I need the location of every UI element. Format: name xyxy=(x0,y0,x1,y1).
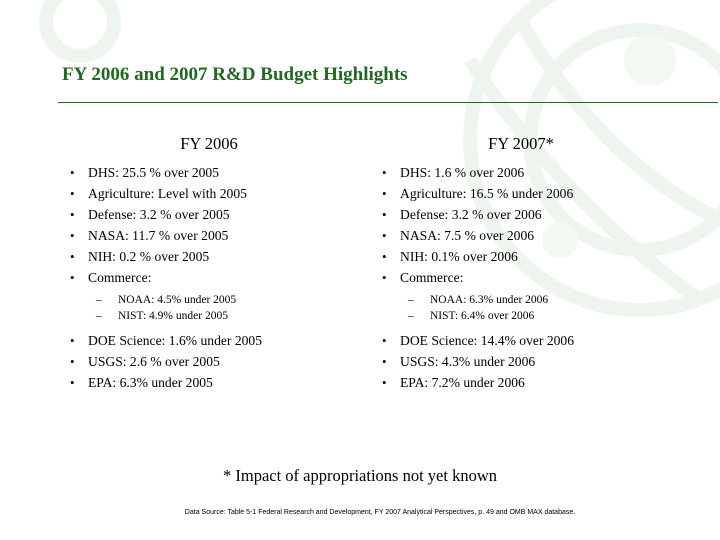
list-item: • Commerce: xyxy=(380,267,680,288)
fy2007-column xyxy=(380,134,680,393)
list-item: • Agriculture: Level with 2005 xyxy=(68,183,368,204)
sub-list-item: – NIST: 6.4% over 2006 xyxy=(380,308,680,324)
fy2007-commerce-sublist xyxy=(380,292,680,324)
list-item: • DHS: 1.6 % over 2006 xyxy=(380,162,680,183)
list-item: • USGS: 2.6 % over 2005 xyxy=(68,351,368,372)
list-item: • DOE Science: 14.4% over 2006 xyxy=(380,330,680,351)
list-item: • NIH: 0.1% over 2006 xyxy=(380,246,680,267)
list-item: • USGS: 4.3% under 2006 xyxy=(380,351,680,372)
fy2006-list-continued xyxy=(68,330,368,393)
fy2007-heading: FY 2007* xyxy=(488,134,554,153)
list-item: • Defense: 3.2 % over 2005 xyxy=(68,204,368,225)
list-item: • Commerce: xyxy=(68,267,368,288)
fy2006-heading: FY 2006 xyxy=(180,134,238,153)
data-source-note: Data Source: Table 5-1 Federal Research and Development, FY 2007 Analytical Perspectives, p. 49 and OMB MAX database. xyxy=(184,509,576,516)
list-item: • DHS: 25.5 % over 2005 xyxy=(68,162,368,183)
fy2007-list-continued xyxy=(380,330,680,393)
list-item: • Defense: 3.2 % over 2006 xyxy=(380,204,680,225)
list-item: • DOE Science: 1.6% under 2005 xyxy=(68,330,368,351)
footnote: * Impact of appropriations not yet known xyxy=(222,466,498,485)
list-item: • EPA: 7.2% under 2006 xyxy=(380,372,680,393)
list-item: • NIH: 0.2 % over 2005 xyxy=(68,246,368,267)
fy2007-list xyxy=(380,162,680,288)
sub-list-item: – NOAA: 6.3% under 2006 xyxy=(380,292,680,308)
fy2006-column xyxy=(68,134,368,393)
fy2006-list xyxy=(68,162,368,288)
list-item: • Agriculture: 16.5 % under 2006 xyxy=(380,183,680,204)
sub-list-item: – NIST: 4.9% under 2005 xyxy=(68,308,368,324)
fy2006-commerce-sublist xyxy=(68,292,368,324)
sub-list-item: – NOAA: 4.5% under 2005 xyxy=(68,292,368,308)
slide-title: FY 2006 and 2007 R&D Budget Highlights xyxy=(62,64,408,85)
list-item: • EPA: 6.3% under 2005 xyxy=(68,372,368,393)
title-divider xyxy=(58,102,718,103)
list-item: • NASA: 11.7 % over 2005 xyxy=(68,225,368,246)
list-item: • NASA: 7.5 % over 2006 xyxy=(380,225,680,246)
